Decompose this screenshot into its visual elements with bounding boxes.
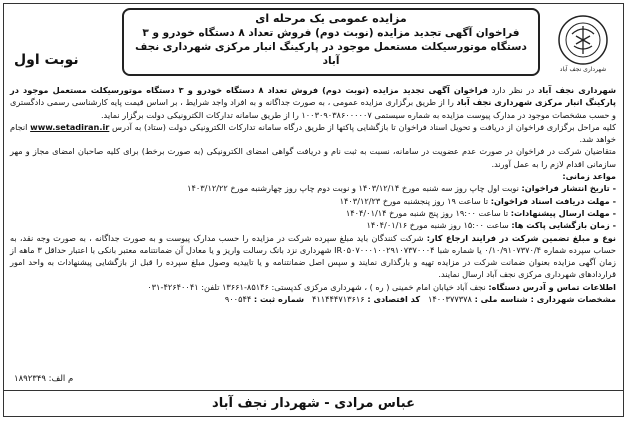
dates-heading: مواعد زمانی: — [562, 171, 616, 182]
eco-code: ۴۱۱۴۴۴۷۱۳۶۱۶ — [311, 294, 365, 305]
signature: عباس مرادی - شهردار نجف آباد — [4, 390, 623, 417]
org-name: شهرداری نجف آباد — [538, 85, 617, 95]
intro-text-4: متقاضیان شرکت در فراخوان در صورت عدم عضویت در سامانه، نسبت به ثبت نام و دریافت گواهی امضای الکترونیکی (به صورت برخط) برای کلیه صاحبان امضای مجاز و مهر سازمانی اقدام لازم را به عمل آورند. — [10, 146, 616, 169]
specs-label: مشخصات شهرداری : شناسه ملی : — [474, 294, 616, 305]
dates-section — [10, 170, 616, 231]
header — [4, 4, 622, 80]
specs-section — [10, 293, 616, 305]
subject: فراخوان آگهی تجدید مزایده (نوبت دوم) فروش تعداد ۸ دستگاه خودرو و ۳ دستگاه موتورسیکلت مستعمل موجود در پارکینگ انبار مرکزی شهرداری نجف آباد — [10, 85, 617, 108]
intro-text-3b: انجام خواهد شد. — [10, 121, 616, 145]
advert-body — [10, 84, 616, 305]
reg-label: شماره ثبت : — [253, 294, 305, 305]
contact-label: اطلاعات تماس و آدرس دستگاه: — [488, 281, 616, 292]
reg-no: ۹۰۰۵۴۴ — [224, 294, 252, 305]
intro-text-2: را از طریق برگزاری مزایده عمومی ، به صورت جداگانه و به افراد واجد شرایط ، بر اساس قیمت پایه کارشناسی رسمی دادگستری و حسب مشخصات موجود در مدارک پیوست مزایده به شماره سیستمی ۱۰۰۳۰۹۰۳۸۶۰۰۰۰۰۷ را از طریق سامانه تدارکات الکترونیکی دولت برگزار نماید. — [10, 97, 616, 120]
deadline-offer-text: تا ساعت ۱۹:۰۰ روز پنج شنبه مورخ ۱۴۰۴/۰۱/۱۴ — [345, 207, 509, 218]
guarantee-text: شرکت کنندگان باید مبلغ سپرده شرکت در مزایده را حسب مدارک پیوست و به صورت جداگانه ، به صورت وجه نقد، به حساب سپرده شماره ۰/۱۰/۹۱۰۷۳۷۰/۴ یا شماره شبا IR۰۵۰۷۰۰۰۱۰۰۲۹۱۰۷۳۷۰۰۰۴ شهرداری نزد بانک رسالت واریز و یا معادل آن ضمانتنامه معتبر بانکی با اعتبار حداقل ۳ ماهه از زمان آگهی مزایده بعنوان ضمانت شرکت در مزایده تهیه و بارگذاری نمایند و سپس اصل ضمانتنامه و یا تاییدیه وصول مبلغ سپرده را قبل از بازگشایی پیشنهادات به واحد امور قراردادهای شهرداری مرکزی نجف آباد ارسال نمایند. — [10, 232, 616, 280]
municipality-logo — [550, 12, 616, 74]
reference-number: م الف: ۱۸۹۲۳۴۹ — [14, 374, 74, 384]
logo-caption: شهرداری نجف آباد — [559, 66, 607, 73]
website-link[interactable]: www.setadiran.ir — [30, 121, 110, 132]
advertisement-page — [3, 3, 624, 417]
contact-section — [10, 281, 616, 293]
title-box — [122, 8, 540, 76]
national-id: ۱۴۰۰۳۷۷۳۷۸ — [427, 294, 472, 305]
publish-text: نوبت اول چاپ روز سه شنبه مورخ ۱۴۰۳/۱۲/۱۴ و نوبت دوم چاپ روز چهارشنبه مورخ ۱۴۰۳/۱۲/۲۲ — [187, 183, 519, 194]
deadline-offer-label: - مهلت ارسال پیشنهادات: — [510, 207, 616, 218]
opening-label: - زمان بازگشایی پاکت ها: — [511, 220, 616, 231]
round-badge: نوبت اول — [14, 52, 79, 68]
contact-text: نجف آباد خیابان امام خمینی ( ره ) ، شهرداری مرکزی کدپستی: ۸۵۱۴۶-۱۳۶۶۱ تلفن: ۴۲۶۴۰۰۴۱-۰۳۱ — [147, 281, 486, 292]
guarantee-label: نوع و مبلغ تضمین شرکت در فرایند ارجاع کار: — [426, 232, 617, 243]
eco-label: کد اقتصادی : — [367, 294, 421, 305]
intro-text-3: کلیه مراحل برگزاری فراخوان از دریافت و تحویل اسناد فراخوان تا بازگشایی پاکتها از طریق درگاه سامانه تدارکات الکترونیکی دولت (ستاد) به آدرس — [112, 121, 616, 132]
intro-text-1: در نظر دارد — [491, 85, 535, 95]
deadline-doc-label: - مهلت دریافت اسناد فراخوان: — [490, 195, 616, 206]
guarantee-section — [10, 232, 616, 281]
main-title: مزایده عمومی یک مرحله ای — [255, 12, 407, 25]
sub-title: فراخوان آگهی تجدید مزایده (نوبت دوم) فروش تعداد ۸ دستگاه خودرو و ۳ دستگاه موتورسیکلت مستعمل موجود در پارکینگ انبار مرکزی شهرداری نجف آباد — [135, 27, 527, 67]
publish-label: - تاریخ انتشار فراخوان: — [521, 183, 616, 194]
deadline-doc-text: تا ساعت ۱۹ روز پنجشنبه مورخ ۱۴۰۳/۱۲/۲۳ — [339, 195, 489, 206]
opening-text: ساعت ۱۵:۰۰ روز شنبه مورخ ۱۴۰۴/۰۱/۱۶ — [366, 220, 509, 231]
